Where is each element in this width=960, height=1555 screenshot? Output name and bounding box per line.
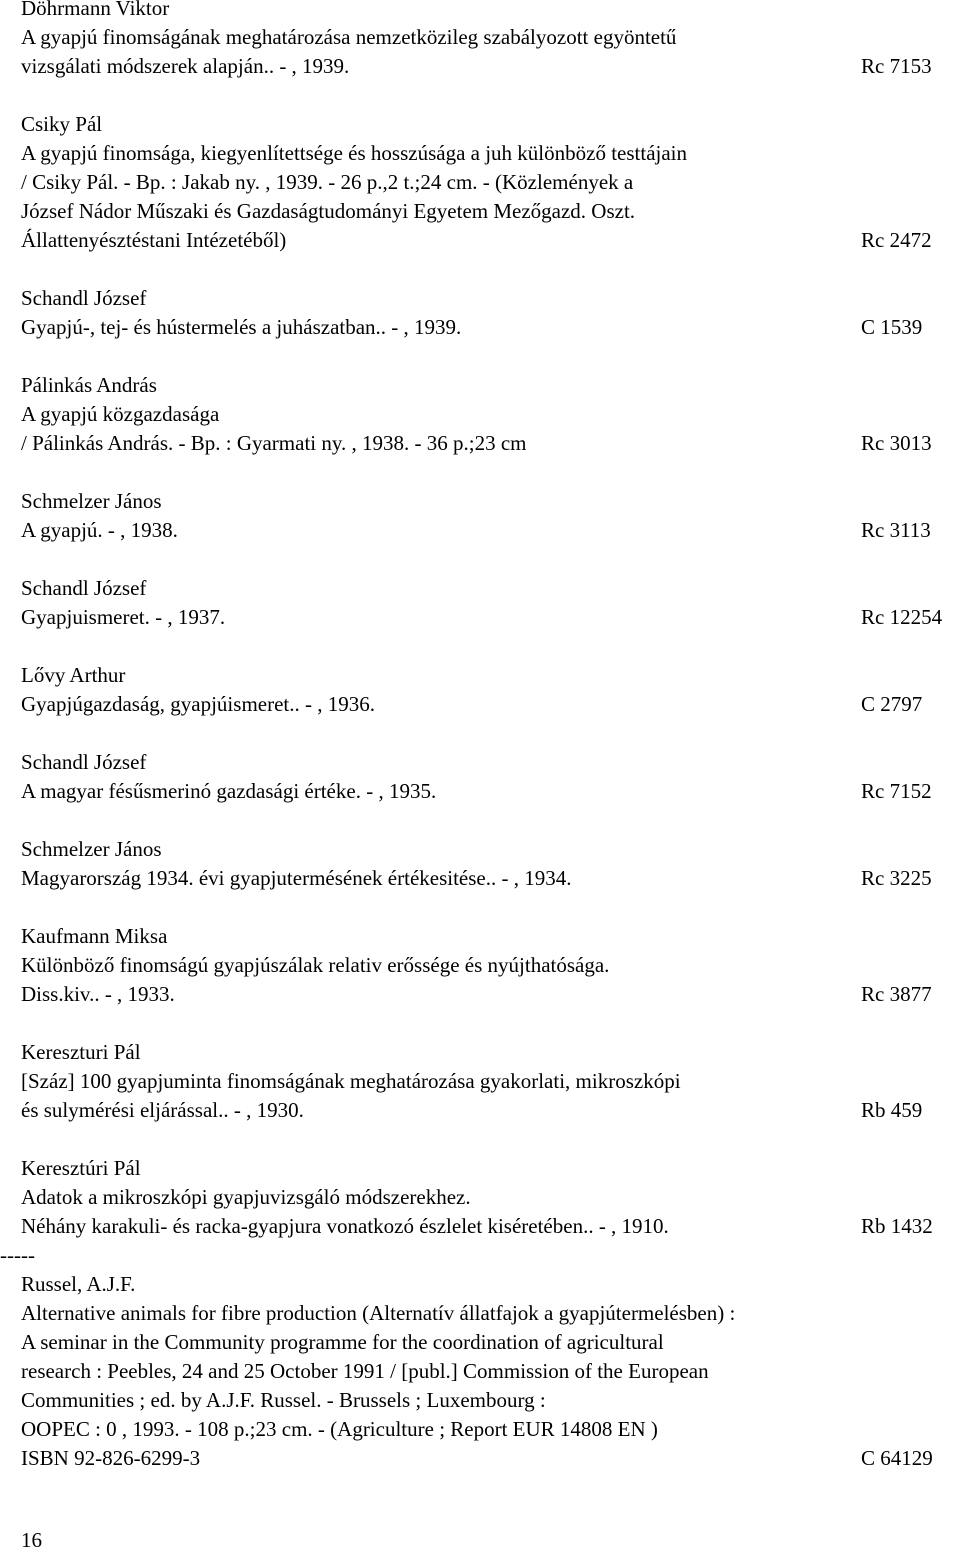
line-text: A gyapjú közgazdasága	[21, 402, 220, 426]
catalog-entry	[21, 487, 951, 545]
line-text: / Pálinkás András. - Bp. : Gyarmati ny. , 1938. - 36 p.;23 cm	[21, 431, 527, 455]
line-text: A gyapjú finomsága, kiegyenlítettsége és hosszúsága a juh különböző testtájain	[21, 141, 688, 165]
line-text: Gyapjuismeret. - , 1937.	[21, 605, 226, 629]
entry-text-line	[21, 603, 951, 632]
entry-text-line	[21, 197, 951, 226]
line-text: Csiky Pál	[21, 112, 103, 136]
shelf-mark: C 2797	[861, 692, 923, 716]
entry-text-line	[21, 980, 951, 1009]
entry-text-line	[21, 1183, 951, 1212]
entry-text-line	[21, 1067, 951, 1096]
line-text: / Csiky Pál. - Bp. : Jakab ny. , 1939. - 26 p.,2 t.;24 cm. - (Közlemények a	[21, 170, 634, 194]
entry-author	[21, 371, 951, 400]
catalog-entry	[21, 1154, 951, 1241]
line-text: Állattenyésztéstani Intézetéből)	[21, 228, 287, 252]
line-text: Adatok a mikroszkópi gyapjuvizsgáló módszerekhez.	[21, 1185, 471, 1209]
line-text: Gyapjú-, tej- és hústermelés a juhászatban.. - , 1939.	[21, 315, 462, 339]
entry-text-line	[21, 1357, 951, 1386]
shelf-mark: Rc 3013	[861, 431, 932, 455]
line-text: Különböző finomságú gyapjúszálak relativ erőssége és nyújthatósága.	[21, 953, 610, 977]
catalog-entry	[21, 284, 951, 342]
page-number: 16	[21, 1528, 42, 1552]
entry-author	[21, 110, 951, 139]
line-text: Communities ; ed. by A.J.F. Russel. - Brussels ; Luxembourg :	[21, 1388, 546, 1412]
entry-text-line	[21, 1415, 951, 1444]
catalog-entry	[21, 748, 951, 806]
entry-text-line	[21, 429, 951, 458]
entry-author	[21, 748, 951, 777]
entry-text-line	[21, 1096, 951, 1125]
entry-author	[21, 661, 951, 690]
entry-text-line	[21, 690, 951, 719]
line-text: vizsgálati módszerek alapján.. - , 1939.	[21, 54, 350, 78]
shelf-mark: Rb 459	[861, 1098, 923, 1122]
entry-author	[21, 284, 951, 313]
catalog-entry	[21, 661, 951, 719]
shelf-mark: Rb 1432	[861, 1214, 933, 1238]
line-text: A gyapjú finomságának meghatározása nemzetközileg szabályozott egyöntetű	[21, 25, 677, 49]
section-separator: -----	[0, 1243, 35, 1267]
entry-text-line	[21, 168, 951, 197]
catalog-entry	[21, 110, 951, 255]
line-text: OOPEC : 0 , 1993. - 108 p.;23 cm. - (Agriculture ; Report EUR 14808 EN )	[21, 1417, 658, 1441]
line-text: Diss.kiv.. - , 1933.	[21, 982, 175, 1006]
line-text: Kaufmann Miksa	[21, 924, 168, 948]
line-text: Schandl József	[21, 286, 147, 310]
catalog-entry	[21, 835, 951, 893]
shelf-mark: Rc 2472	[861, 228, 932, 252]
entry-text-line	[21, 1444, 951, 1473]
entry-author	[21, 574, 951, 603]
line-text: Schandl József	[21, 576, 147, 600]
entry-author	[21, 922, 951, 951]
line-text: Schmelzer János	[21, 489, 162, 513]
entry-text-line	[21, 1212, 951, 1241]
line-text: research : Peebles, 24 and 25 October 1991 / [publ.] Commission of the European	[21, 1359, 709, 1383]
entry-author	[21, 487, 951, 516]
shelf-mark: Rc 3225	[861, 866, 932, 890]
entry-text-line	[21, 951, 951, 980]
entry-text-line	[21, 23, 951, 52]
line-text: Kereszturi Pál	[21, 1040, 141, 1064]
line-text: Lővy Arthur	[21, 663, 126, 687]
shelf-mark: C 1539	[861, 315, 923, 339]
line-text: A seminar in the Community programme for the coordination of agricultural	[21, 1330, 664, 1354]
entry-author	[21, 1154, 951, 1183]
line-text: Alternative animals for fibre production (Alternatív állatfajok a gyapjútermelésben) :	[21, 1301, 736, 1325]
entry-text-line	[21, 1328, 951, 1357]
catalog-entry	[21, 371, 951, 458]
entry-text-line	[21, 52, 951, 81]
catalog-entry	[21, 0, 951, 81]
entry-text-line	[21, 864, 951, 893]
line-text: Schandl József	[21, 750, 147, 774]
shelf-mark: Rc 3113	[861, 518, 931, 542]
shelf-mark: C 64129	[861, 1446, 933, 1470]
line-text: A magyar fésűsmerinó gazdasági értéke. - , 1935.	[21, 779, 437, 803]
entry-text-line	[21, 1386, 951, 1415]
entry-author	[21, 1270, 951, 1299]
shelf-mark: Rc 12254	[861, 605, 943, 629]
line-text: Keresztúri Pál	[21, 1156, 141, 1180]
entry-text-line	[21, 313, 951, 342]
entry-text-line	[21, 1299, 951, 1328]
entry-text-line	[21, 516, 951, 545]
line-text: Magyarország 1934. évi gyapjutermésének értékesitése.. - , 1934.	[21, 866, 572, 890]
line-text: ISBN 92-826-6299-3	[21, 1446, 201, 1470]
entry-text-line	[21, 226, 951, 255]
line-text: Pálinkás András	[21, 373, 157, 397]
shelf-mark: Rc 7153	[861, 54, 932, 78]
entry-text-line	[21, 777, 951, 806]
entry-text-line	[21, 400, 951, 429]
catalog-entry	[21, 574, 951, 632]
line-text: József Nádor Műszaki és Gazdaságtudományi Egyetem Mezőgazd. Oszt.	[21, 199, 636, 223]
line-text: Russel, A.J.F.	[21, 1272, 136, 1296]
line-text: Néhány karakuli- és racka-gyapjura vonatkozó észlelet kiséretében.. - , 1910.	[21, 1214, 669, 1238]
entry-author	[21, 1038, 951, 1067]
line-text: Schmelzer János	[21, 837, 162, 861]
entry-text-line	[21, 139, 951, 168]
line-text: A gyapjú. - , 1938.	[21, 518, 178, 542]
entry-author	[21, 0, 951, 23]
line-text: és sulymérési eljárással.. - , 1930.	[21, 1098, 304, 1122]
entry-author	[21, 835, 951, 864]
catalog-entry	[21, 922, 951, 1009]
catalog-entry	[21, 1270, 951, 1473]
catalog-entry	[21, 1038, 951, 1125]
shelf-mark: Rc 7152	[861, 779, 932, 803]
line-text: Gyapjúgazdaság, gyapjúismeret.. - , 1936.	[21, 692, 375, 716]
line-text: Döhrmann Viktor	[21, 0, 170, 20]
shelf-mark: Rc 3877	[861, 982, 932, 1006]
line-text: [Száz] 100 gyapjuminta finomságának meghatározása gyakorlati, mikroszkópi	[21, 1069, 681, 1093]
